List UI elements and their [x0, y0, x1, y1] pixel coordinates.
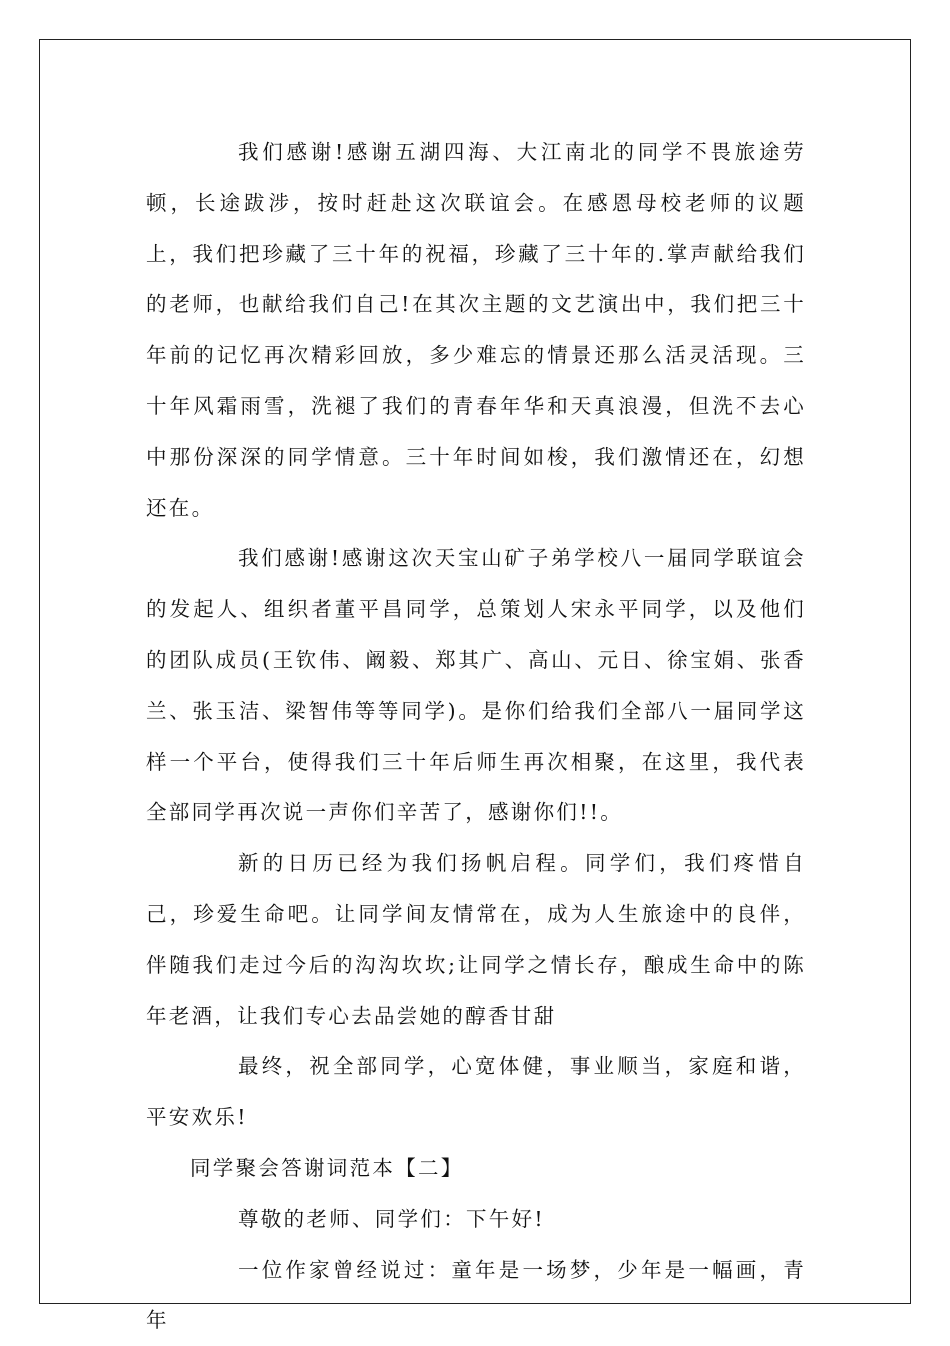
paragraph-new-calendar: 新的日历已经为我们扬帆启程。同学们，我们疼惜自己，珍爱生命吧。让同学间友情常在，成为人生旅途中的良伴，伴随我们走过今后的沟沟坎坎;让同学之情长存，酿成生命中的陈年老酒，让我们专心去品尝她的醇香甘甜	[146, 851, 806, 1028]
section-heading: 同学聚会答谢词范本【二】	[190, 1155, 464, 1180]
paragraph-final-wishes: 最终，祝全部同学，心宽体健，事业顺当，家庭和谐，平安欢乐!	[146, 1054, 806, 1130]
salutation: 尊敬的老师、同学们：下午好!	[238, 1206, 545, 1231]
paragraph-thanks-organizers: 我们感谢!感谢这次天宝山矿子弟学校八一届同学联谊会的发起人、组织者董平昌同学，总策划人宋永平同学，以及他们的团队成员(王钦伟、阚毅、郑其广、高山、元日、徐宝娟、张香兰、张玉洁、梁智伟等等同学)。是你们给我们全部八一届同学这样一个平台，使得我们三十年后师生再次相聚，在这里，我代表全部同学再次说一声你们辛苦了，感谢你们!!。	[146, 546, 806, 825]
paragraph-thanks-classmates: 我们感谢!感谢五湖四海、大江南北的同学不畏旅途劳顿，长途跋涉，按时赶赴这次联谊会。在感恩母校老师的议题上，我们把珍藏了三十年的祝福，珍藏了三十年的.掌声献给我们的老师，也献给我们自己!在其次主题的文艺演出中，我们把三十年前的记忆再次精彩回放，多少难忘的情景还那么活灵活现。三十年风霜雨雪，洗褪了我们的青春年华和天真浪漫，但洗不去心中那份深深的同学情意。三十年时间如梭，我们激情还在，幻想还在。	[146, 140, 806, 520]
paragraph-writer-quote: 一位作家曾经说过：童年是一场梦，少年是一幅画，青年	[146, 1257, 806, 1333]
document-body	[146, 127, 806, 1346]
